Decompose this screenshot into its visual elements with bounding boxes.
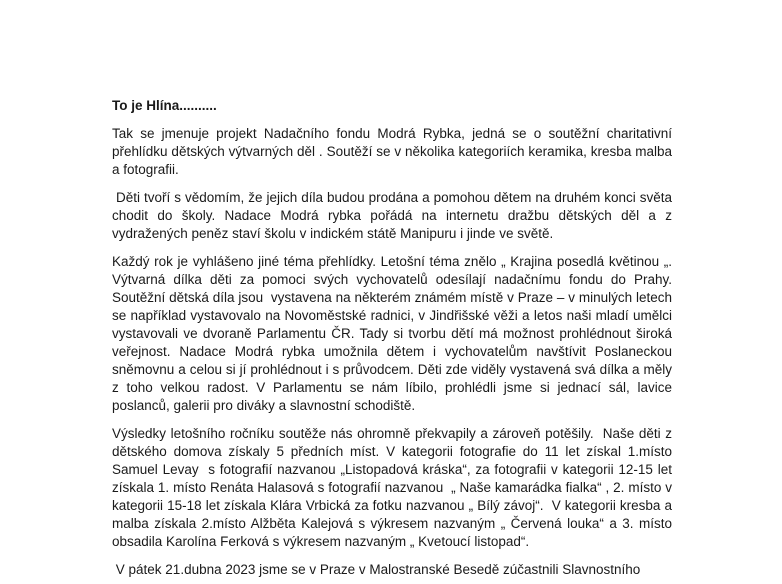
document-body (112, 125, 676, 579)
paragraph: Výsledky letošního ročníku soutěže nás ohromně překvapily a zároveň potěšily. Naše děti z dětského domova získaly 5 předních míst. V kategorii fotografie do 11 let získal 1.místo Samuel Levay s fotografií nazvanou „Listopadová kráska“, za fotografii v kategorii 12-15 let získala 1. místo Renáta Halasová s fotografií nazvanou „ Naše kamarádka fialka“ , 2. místo v kategorii 15-18 let získala Klára Vrbická za fotku nazvanou „ Bílý závoj“. V kategorii kresba a malba získala 2.místo Alžběta Kalejová s výkresem nazvaným „ Červená louka“ a 3. místo obsadila Karolína Ferková s výkresem nazvaným „ Kvetoucí listopad“. (112, 426, 676, 549)
paragraph: V pátek 21.dubna 2023 jsme se v Praze v Malostranské Besedě zúčastnili Slavnostního (112, 562, 641, 577)
paragraph: Tak se jmenuje projekt Nadačního fondu Modrá Rybka, jedná se o soutěžní charitativní přehlídku dětských výtvarných děl . Soutěží se v několika kategoriích keramika, kresba malba a fotografii. (112, 126, 676, 177)
document-title: To je Hlína.......... (112, 98, 217, 113)
paragraph: Každý rok je vyhlášeno jiné téma přehlídky. Letošní téma znělo „ Krajina posedlá květinou „. Výtvarná dílka děti za pomoci svých vychovatelů odesílají nadačnímu fondu do Prahy. Soutěžní dětská díla jsou vystavena na některém známém místě v Praze – v minulých letech se například vystavovalo na Novoměstské radnici, v Jindřišské věži a letos naši mladí umělci vystavovali ve dvoraně Parlamentu ČR. Tady si tvorbu dětí má možnost prohlédnout široká veřejnost. Nadace Modrá rybka umožnila dětem i vychovatelům navštívit Poslaneckou sněmovnu a celou si jí prohlédnout i s průvodcem. Děti zde viděly vystavená svá dílka a měly z toho velkou radost. V Parlamentu se nám líbilo, prohlédli jsme si jednací sál, lavice poslanců, galerii pro diváky a slavnostní schodiště. (112, 254, 676, 413)
paragraph: Děti tvoří s vědomím, že jejich díla budou prodána a pomohou dětem na druhém konci světa chodit do školy. Nadace Modrá rybka pořádá na internetu dražbu dětských děl a z vydražených peněz staví školu v indickém státě Manipuru i jinde ve světě. (112, 190, 676, 241)
